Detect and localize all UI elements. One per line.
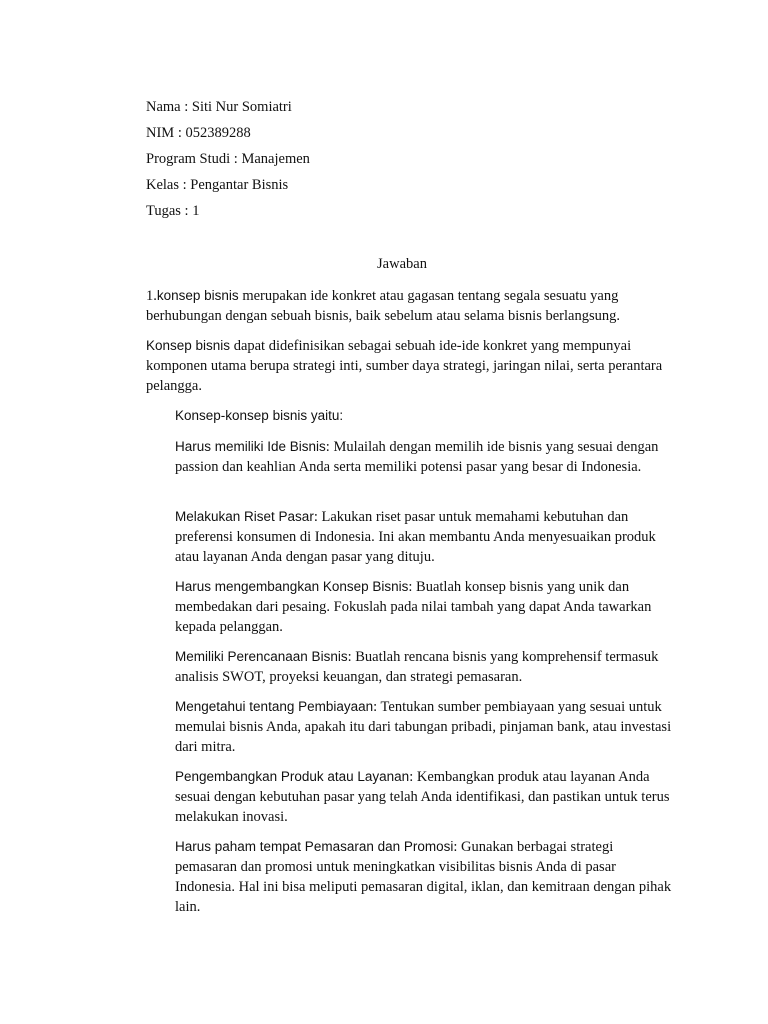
item-text: : Mulailah dengan memilih ide bisnis yang sesuai dengan passion dan keahlian Anda serta memiliki potensi pasar yang besar di Indonesia.: [175, 439, 659, 475]
item-text: : Tentukan sumber pembiayaan yang sesuai untuk memulai bisnis Anda, apakah itu dari tabungan pribadi, pinjaman bank, atau investasi dari mitra.: [175, 699, 672, 755]
item-term: Pengembangkan Produk atau Layanan: [175, 769, 410, 784]
item-term: Harus paham tempat Pemasaran dan Promosi: [175, 839, 454, 854]
list-item: [175, 577, 673, 637]
document-title: Jawaban: [377, 256, 427, 272]
list-item: [175, 437, 673, 477]
intro-number: 1.: [146, 288, 157, 304]
list-item: [175, 837, 673, 917]
item-term: Mengetahui tentang Pembiayaan: [175, 699, 374, 714]
item-term: Harus memiliki Ide Bisnis: [175, 439, 326, 454]
assignment-number: Tugas : 1: [146, 203, 200, 219]
definition-term: Konsep bisnis: [146, 338, 231, 353]
study-program: Program Studi : Manajemen: [146, 151, 310, 167]
item-text: : Lakukan riset pasar untuk memahami kebutuhan dan preferensi konsumen di Indonesia. Ini akan membantu Anda menyesuaikan produk atau layanan Anda dengan pasar yang dituju.: [175, 509, 656, 565]
item-text: : Gunakan berbagai strategi pemasaran dan promosi untuk meningkatkan visibilitas bisnis Anda di pasar Indonesia. Hal ini bisa meliputi pemasaran digital, iklan, dan kemitraan dengan pihak lain.: [175, 839, 672, 915]
item-term: Harus mengembangkan Konsep Bisnis: [175, 579, 409, 594]
student-info: [146, 97, 310, 227]
intro-term: konsep bisnis: [156, 288, 239, 303]
list-heading: Konsep-konsep bisnis yaitu:: [175, 408, 344, 423]
item-term: Memiliki Perencanaan Bisnis: [175, 649, 348, 664]
list-item: [175, 697, 673, 757]
list-item: [175, 507, 673, 567]
intro-paragraph: [146, 286, 666, 326]
list-item: [175, 767, 673, 827]
definition-text: dapat didefinisikan sebagai sebuah ide-ide konkret yang mempunyai komponen utama berupa strategi inti, sumber daya strategi, jaringan nilai, serta perantara pelangga.: [146, 338, 663, 394]
item-text: : Buatlah rencana bisnis yang komprehensif termasuk analisis SWOT, proyeksi keuangan, dan strategi pemasaran.: [175, 649, 659, 685]
student-name: Nama : Siti Nur Somiatri: [146, 99, 292, 115]
item-text: : Buatlah konsep bisnis yang unik dan membedakan dari pesaing. Fokuslah pada nilai tambah yang dapat Anda tawarkan kepada pelanggan.: [175, 579, 652, 635]
student-nim: NIM : 052389288: [146, 125, 251, 141]
item-term: Melakukan Riset Pasar: [175, 509, 314, 524]
definition-paragraph: [146, 336, 666, 396]
list-item: [175, 647, 673, 687]
item-text: : Kembangkan produk atau layanan Anda sesuai dengan kebutuhan pasar yang telah Anda identifikasi, dan pastikan untuk terus melakukan inovasi.: [175, 769, 670, 825]
intro-text: merupakan ide konkret atau gagasan tentang segala sesuatu yang berhubungan dengan sebuah bisnis, baik sebelum atau selama bisnis berlangsung.: [146, 288, 620, 324]
class-name: Kelas : Pengantar Bisnis: [146, 177, 289, 193]
